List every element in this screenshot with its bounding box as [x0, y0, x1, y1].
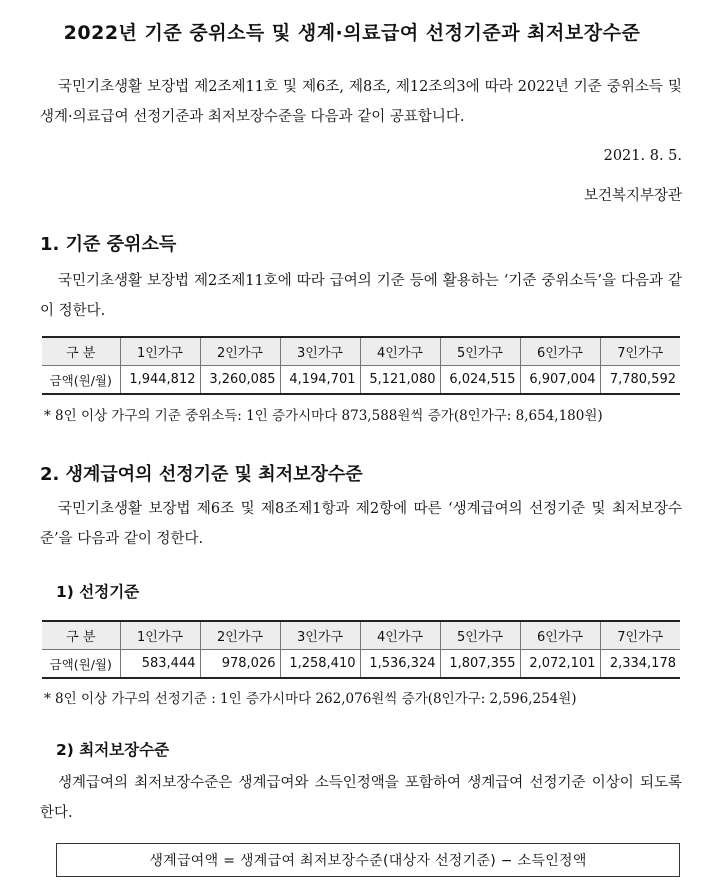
- section1-heading: 1. 기준 중위소득: [40, 234, 177, 255]
- table-cell: 1,807,355: [440, 650, 520, 679]
- table-header-cell: 4인가구: [360, 337, 440, 366]
- selection-criteria-footnote: * 8인 이상 가구의 선정기준 : 1인 증가시마다 262,076원씩 증가(8인가구: 2,596,254원): [44, 691, 577, 707]
- selection-criteria-table: [42, 620, 680, 679]
- table-cell: 3,260,085: [200, 366, 280, 395]
- issuing-authority: 보건복지부장관: [583, 188, 682, 204]
- table-header-cell: 7인가구: [600, 621, 680, 650]
- table-cell: 2,334,178: [600, 650, 680, 679]
- minimum-guarantee-paragraph: 생계급여의 최저보장수준은 생계급여와 소득인정액을 포함하여 생계급여 선정기준 이상이 되도록 한다.: [40, 775, 682, 821]
- table-header-cell: 7인가구: [600, 337, 680, 366]
- section1-paragraph: 국민기초생활 보장법 제2조제11호에 따라 급여의 기준 등에 활용하는 ‘기준 중위소득’을 다음과 같이 정한다.: [40, 273, 682, 319]
- intro-paragraph: 국민기초생활 보장법 제2조제11호 및 제6조, 제8조, 제12조의3에 따라 2022년 기준 중위소득 및 생계·의료급여 선정기준과 최저보장수준을 다음과 같이 공표합니다.: [40, 79, 682, 125]
- table-row: [42, 366, 680, 395]
- table-header-cell: 구 분: [42, 621, 120, 650]
- table-header-row: [42, 337, 680, 366]
- document-title: 2022년 기준 중위소득 및 생계·의료급여 선정기준과 최저보장수준: [63, 22, 641, 44]
- table-header-cell: 3인가구: [280, 621, 360, 650]
- table-cell: 6,024,515: [440, 366, 520, 395]
- table-header-cell: 6인가구: [520, 337, 600, 366]
- benefit-formula-box: 생계급여액 = 생계급여 최저보장수준(대상자 선정기준) − 소득인정액: [56, 843, 680, 877]
- row-label-cell: 금액(원/월): [42, 366, 120, 395]
- table-header-cell: 1인가구: [120, 337, 200, 366]
- table-header-cell: 2인가구: [200, 337, 280, 366]
- section2-heading: 2. 생계급여의 선정기준 및 최저보장수준: [40, 464, 363, 485]
- section2-paragraph: 국민기초생활 보장법 제6조 및 제8조제1항과 제2항에 따른 ‘생계급여의 선정기준 및 최저보장수준’을 다음과 같이 정한다.: [40, 501, 682, 547]
- table-cell: 1,258,410: [280, 650, 360, 679]
- table-cell: 7,780,592: [600, 366, 680, 395]
- table-header-cell: 5인가구: [440, 337, 520, 366]
- table-header-cell: 6인가구: [520, 621, 600, 650]
- publication-date: 2021. 8. 5.: [603, 148, 682, 164]
- table-cell: 5,121,080: [360, 366, 440, 395]
- table-header-cell: 3인가구: [280, 337, 360, 366]
- table-cell: 978,026: [200, 650, 280, 679]
- median-income-table: [42, 336, 680, 395]
- minimum-guarantee-heading: 2) 최저보장수준: [56, 741, 170, 759]
- table-header-cell: 2인가구: [200, 621, 280, 650]
- table-header-cell: 구 분: [42, 337, 120, 366]
- table-cell: 2,072,101: [520, 650, 600, 679]
- row-label-cell: 금액(원/월): [42, 650, 120, 679]
- table-header-cell: 5인가구: [440, 621, 520, 650]
- table-cell: 6,907,004: [520, 366, 600, 395]
- table-cell: 583,444: [120, 650, 200, 679]
- section1-footnote: * 8인 이상 가구의 기준 중위소득: 1인 증가시마다 873,588원씩 증가(8인가구: 8,654,180원): [44, 408, 603, 424]
- table-cell: 1,944,812: [120, 366, 200, 395]
- selection-criteria-heading: 1) 선정기준: [56, 583, 140, 601]
- table-header-cell: 4인가구: [360, 621, 440, 650]
- table-cell: 4,194,701: [280, 366, 360, 395]
- table-row: [42, 650, 680, 679]
- table-cell: 1,536,324: [360, 650, 440, 679]
- table-header-row: [42, 621, 680, 650]
- table-header-cell: 1인가구: [120, 621, 200, 650]
